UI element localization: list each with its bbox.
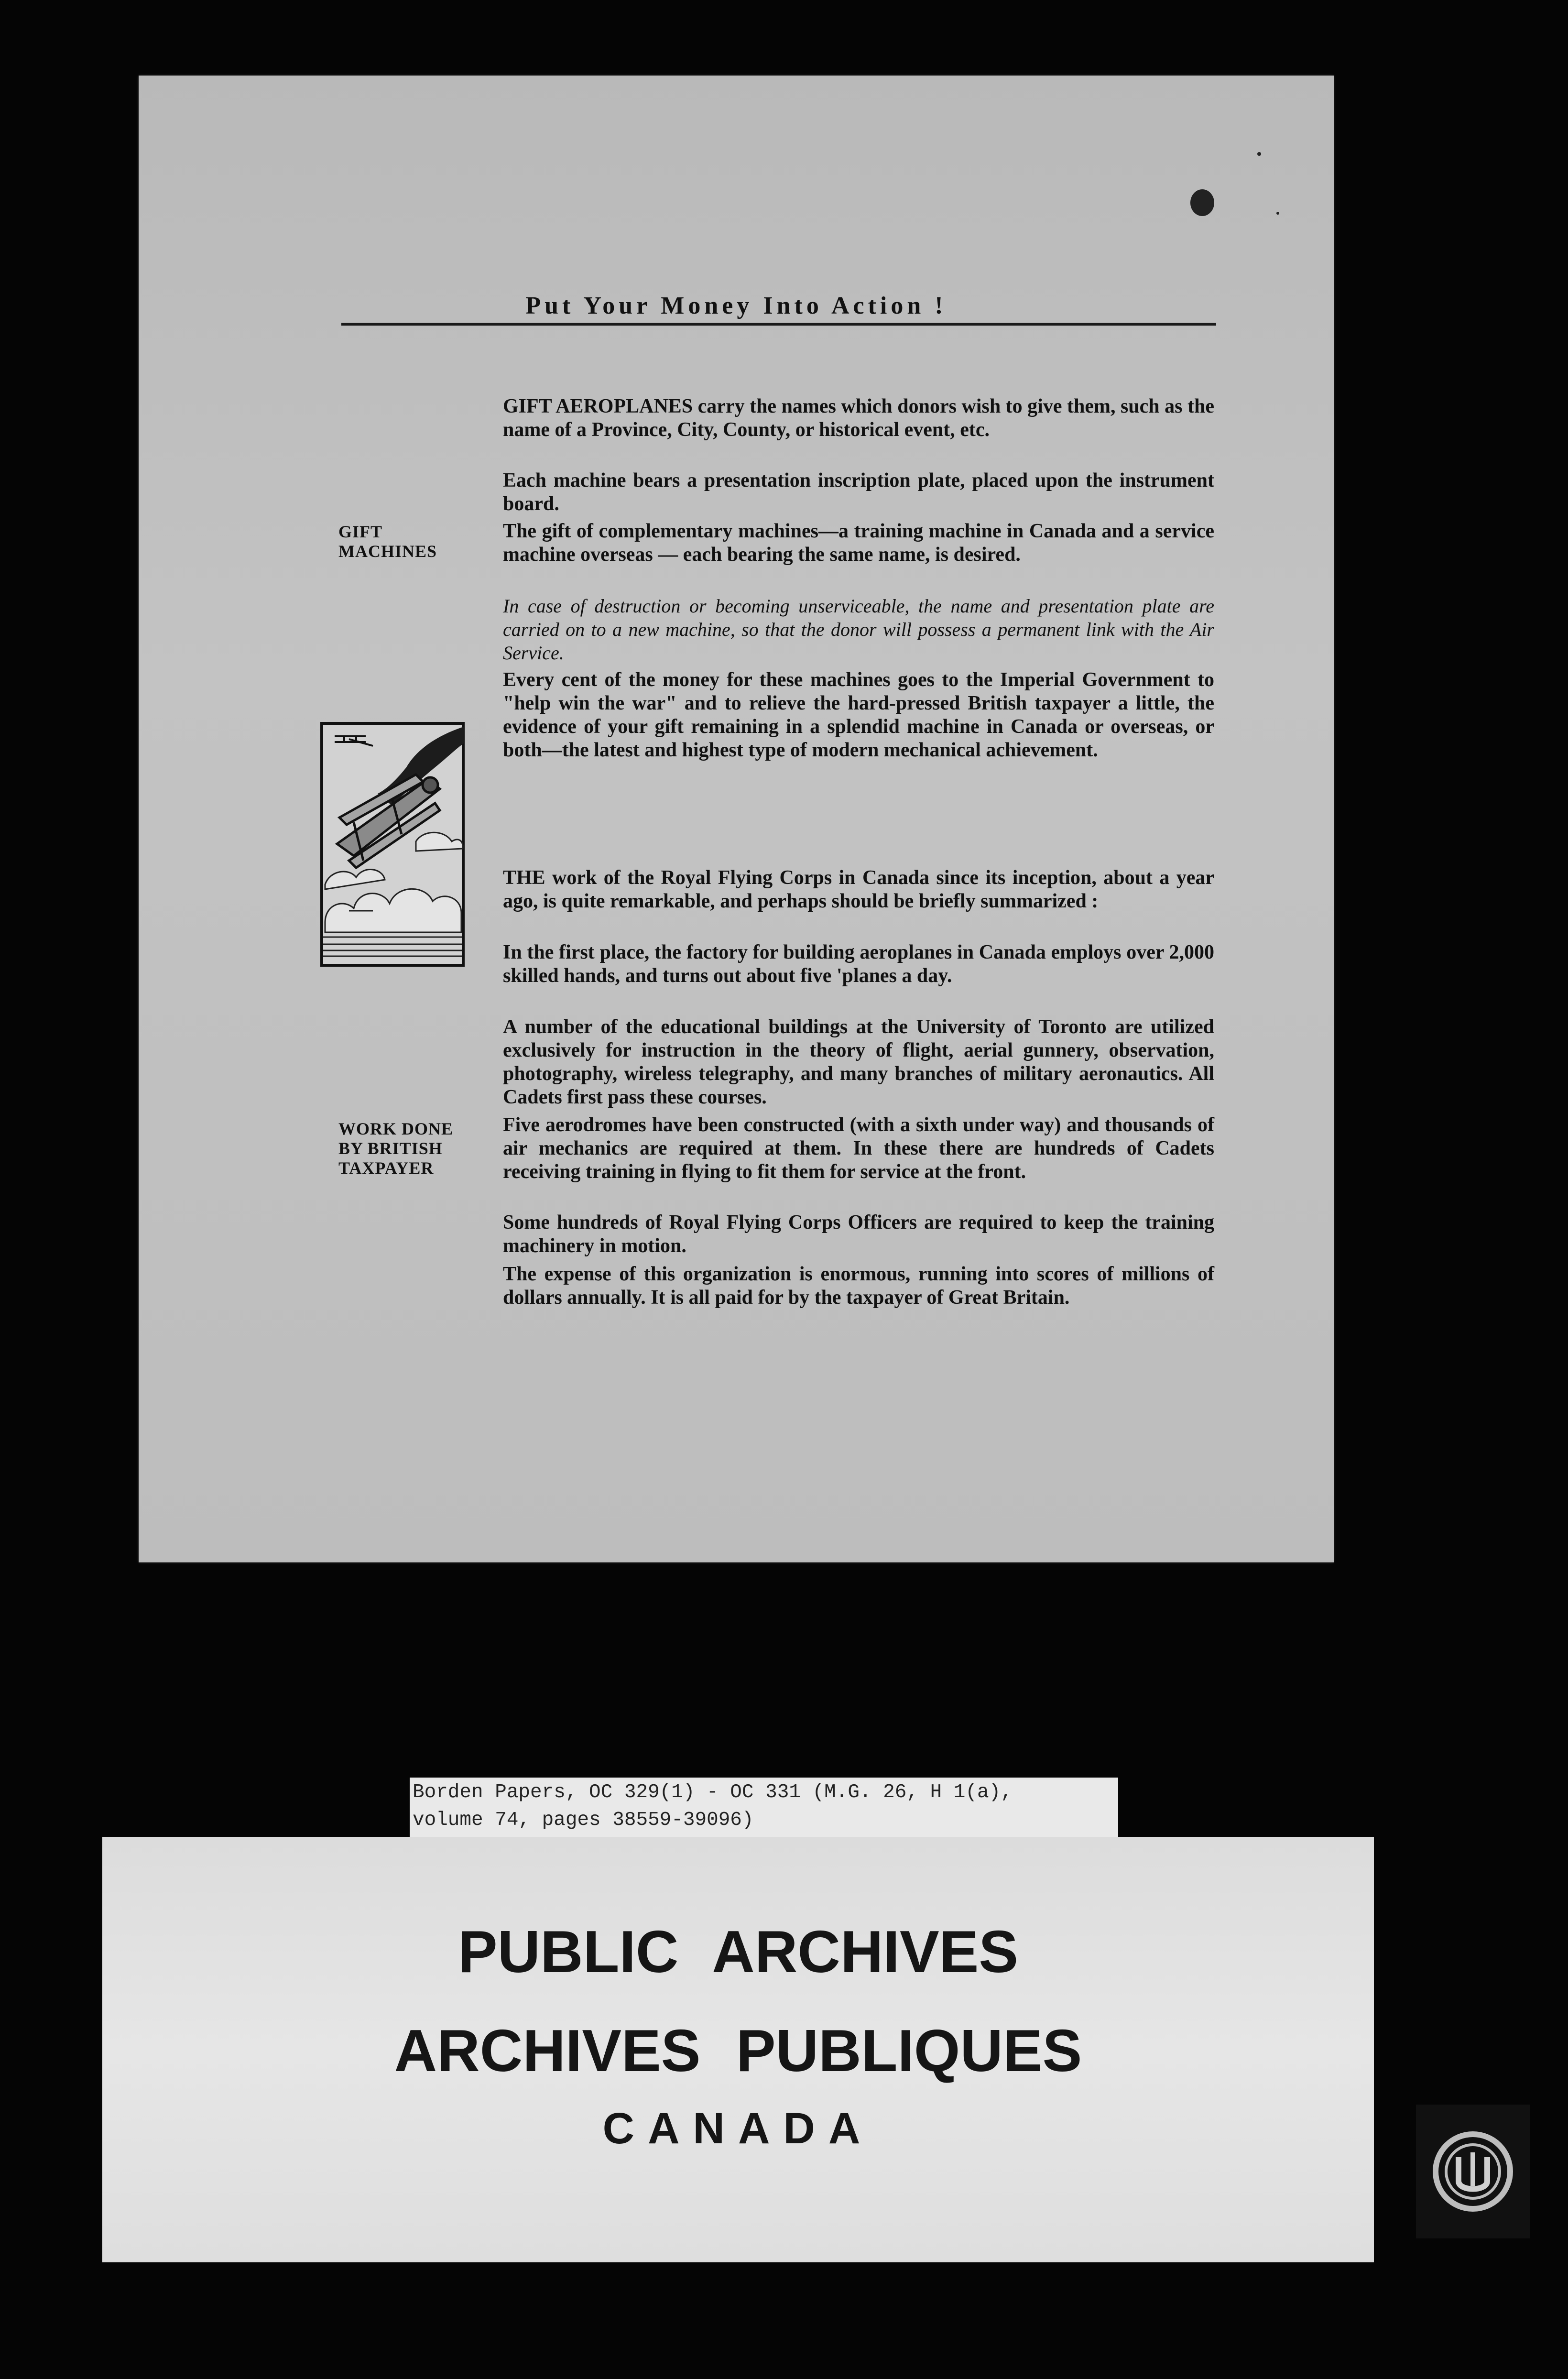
paragraph-expense: The expense of this organization is enormous, running into scores of millions of dollars annually. It is all paid for by the taxpayer of Great Britain. bbox=[503, 1263, 1214, 1309]
paragraph-officers: Some hundreds of Royal Flying Corps Officers are required to keep the training machinery in motion. bbox=[503, 1211, 1214, 1257]
archives-title-french: ARCHIVES PUBLIQUES bbox=[394, 2018, 1082, 2084]
film-speck bbox=[1276, 212, 1279, 215]
side-label-gift: GIFT bbox=[338, 522, 383, 541]
side-label-taxpayer: TAXPAYER bbox=[338, 1158, 434, 1178]
catalogue-slip bbox=[410, 1778, 1118, 1841]
paragraph-every-cent: Every cent of the money for these machines goes to the Imperial Government to "help win the war" and to relieve the hard-pressed British taxpayer a little, the evidence of your gift remaining in a splendid machine in Canada or overseas, or both—the latest and highest type of modern mechanical achievement. bbox=[503, 669, 1214, 761]
heading-rule bbox=[341, 323, 1216, 326]
paragraph-replacement-note: In case of destruction or becoming unserviceable, the name and presentation plate are carried on to a new machine, so that the donor will possess a permanent link with the Air Service. bbox=[503, 595, 1214, 664]
side-label-by-british: BY BRITISH bbox=[338, 1139, 443, 1158]
paragraph-complementary-machines: The gift of complementary machines—a training machine in Canada and a service machine overseas — each bearing the same name, is desired. bbox=[503, 520, 1214, 566]
archives-card bbox=[102, 1837, 1374, 2262]
page-heading: Put Your Money Into Action ! bbox=[525, 292, 947, 319]
aeroplane-illustration bbox=[320, 722, 465, 967]
film-speck bbox=[1190, 189, 1214, 216]
paragraph-inscription-plate: Each machine bears a presentation inscription plate, placed upon the instrument board. bbox=[503, 469, 1214, 515]
paragraph-gift-aeroplanes: GIFT AEROPLANES carry the names which donors wish to give them, such as the name of a Province, City, County, or historical event, etc. bbox=[503, 395, 1214, 441]
paragraph-aerodromes: Five aerodromes have been constructed (with a sixth under way) and thousands of air mechanics are required at them. In these there are hundreds of Cadets receiving training in flying to fit them for service at the front. bbox=[503, 1114, 1214, 1183]
side-label-machines: MACHINES bbox=[338, 542, 437, 561]
paragraph-factory: In the first place, the factory for building aeroplanes in Canada employs over 2,000 skilled hands, and turns out about five 'planes a day. bbox=[503, 941, 1214, 987]
side-label-work-done: WORK DONE bbox=[338, 1119, 454, 1138]
archives-title-english: PUBLIC ARCHIVES bbox=[457, 1919, 1019, 1985]
slip-reference-line: Borden Papers, OC 329(1) - OC 331 (M.G. 26, H 1(a), bbox=[413, 1781, 1013, 1803]
microfilm-logo-icon bbox=[1416, 2105, 1530, 2238]
document-page bbox=[139, 76, 1334, 1562]
paragraph-university: A number of the educational buildings at the University of Toronto are utilized exclusively for instruction in the theory of flight, aerial gunnery, observation, photography, wireless telegraphy, and many branches of military aeronautics. All Cadets first pass these courses. bbox=[503, 1016, 1214, 1108]
archives-country: CANADA bbox=[602, 2104, 874, 2153]
paragraph-rfc-work: THE work of the Royal Flying Corps in Canada since its inception, about a year ago, is quite remarkable, and perhaps should be briefly summarized : bbox=[503, 867, 1214, 912]
slip-volume-line: volume 74, pages 38559-39096) bbox=[413, 1809, 754, 1831]
film-speck bbox=[1257, 152, 1261, 156]
